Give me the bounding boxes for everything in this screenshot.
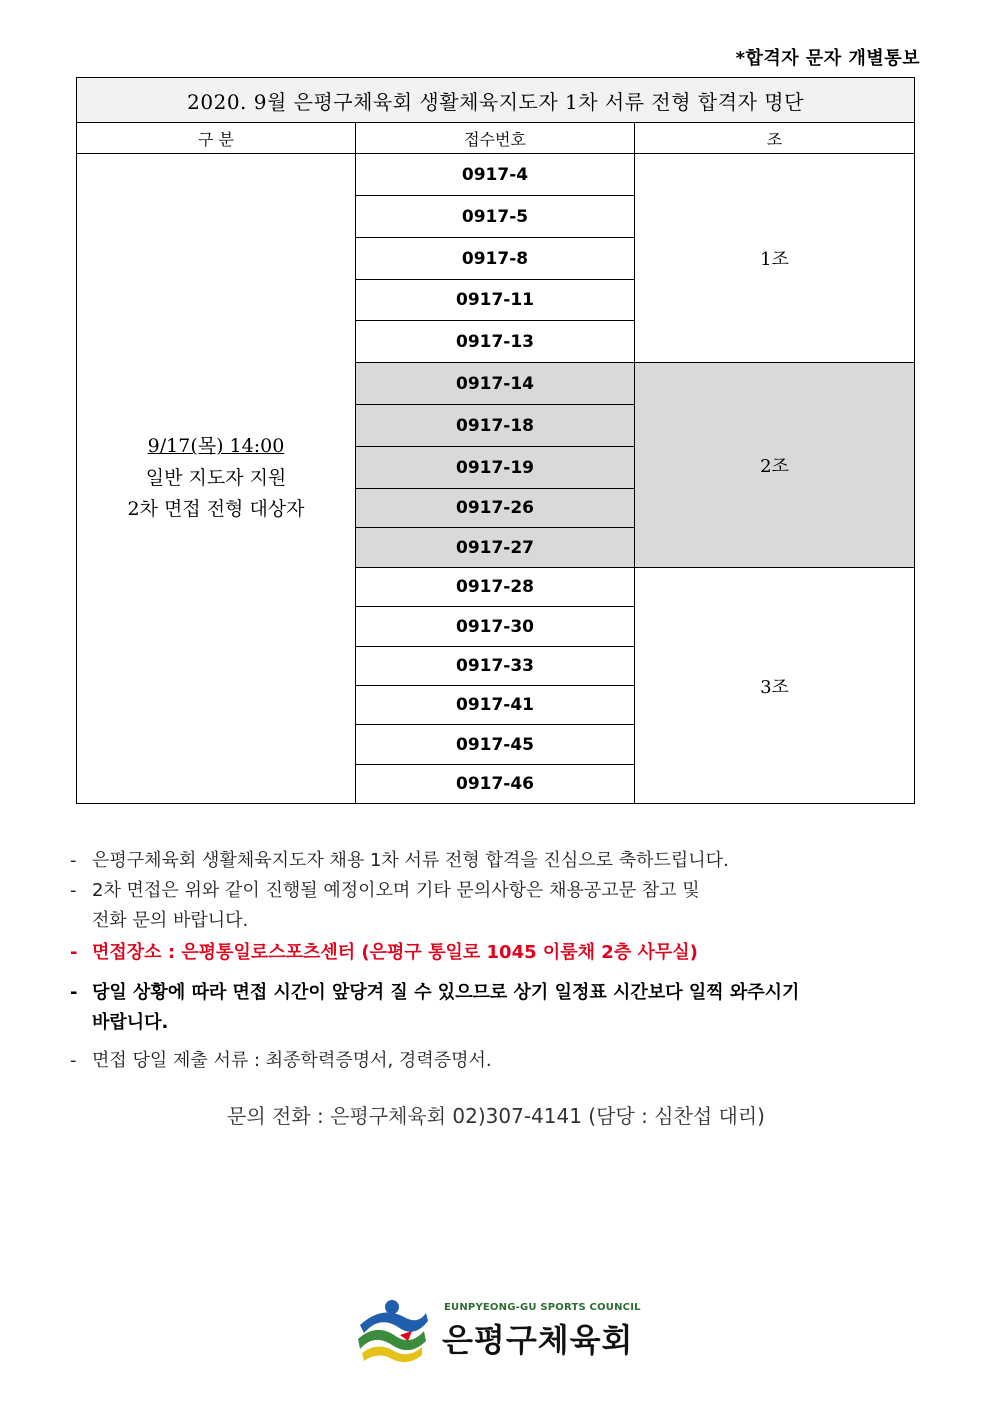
table-title: 2020. 9월 은평구체육회 생활체육지도자 1차 서류 전형 합격자 명단 xyxy=(77,78,915,123)
note-text-continued: 전화 문의 바랍니다. xyxy=(92,910,249,931)
reg-number: 0917-33 xyxy=(356,647,635,686)
reg-number: 0917-19 xyxy=(356,447,635,489)
category-cell xyxy=(77,154,356,804)
reg-number: 0917-41 xyxy=(356,686,635,725)
header-group: 조 xyxy=(635,123,915,154)
note-dash: - xyxy=(70,880,77,901)
reg-number: 0917-5 xyxy=(356,196,635,238)
category-line-2: 2차 면접 전형 대상자 xyxy=(127,498,305,521)
reg-number: 0917-26 xyxy=(356,489,635,528)
note-item xyxy=(70,876,920,936)
reg-number: 0917-46 xyxy=(356,765,635,804)
reg-number: 0917-27 xyxy=(356,528,635,568)
note-text: 면접장소 : 은평통일로스포츠센터 (은평구 통일로 1045 이룸채 2층 사무실) xyxy=(92,942,698,963)
reg-number: 0917-8 xyxy=(356,238,635,280)
note-item xyxy=(70,1046,920,1076)
reg-number: 0917-30 xyxy=(356,607,635,647)
group-2-label: 2조 xyxy=(635,363,915,568)
reg-number: 0917-13 xyxy=(356,321,635,363)
logo-subtitle: EUNPYEONG-GU SPORTS COUNCIL xyxy=(444,1302,641,1313)
note-item-warning xyxy=(70,978,920,1038)
reg-number: 0917-4 xyxy=(356,154,635,196)
council-emblem-icon xyxy=(352,1295,432,1365)
notice-top: *합격자 문자 개별통보 xyxy=(735,48,920,69)
note-text-continued: 바랍니다. xyxy=(92,1012,169,1033)
reg-number: 0917-18 xyxy=(356,405,635,447)
interview-datetime: 9/17(목) 14:00 xyxy=(147,435,285,458)
group-1-label: 1조 xyxy=(635,154,915,363)
logo-name: 은평구체육회 xyxy=(442,1321,634,1359)
result-table xyxy=(76,77,915,804)
group-3-label: 3조 xyxy=(635,568,915,804)
council-logo xyxy=(352,1295,641,1365)
note-text: 은평구체육회 생활체육지도자 채용 1차 서류 전형 합격을 진심으로 축하드립니다. xyxy=(92,850,729,871)
note-item-location xyxy=(70,938,920,968)
note-text: 당일 상황에 따라 면접 시간이 앞당겨 질 수 있으므로 상기 일정표 시간보다 일찍 와주시기 xyxy=(92,982,800,1003)
contact-line: 문의 전화 : 은평구체육회 02)307-4141 (담당 : 심찬섭 대리) xyxy=(227,1104,765,1128)
note-dash: - xyxy=(70,1050,77,1071)
note-dash: - xyxy=(70,942,78,963)
category-line-1: 일반 지도자 지원 xyxy=(145,466,287,489)
header-category: 구 분 xyxy=(77,123,356,154)
note-text: 면접 당일 제출 서류 : 최종학력증명서, 경력증명서. xyxy=(92,1050,492,1071)
note-text: 2차 면접은 위와 같이 진행될 예정이오며 기타 문의사항은 채용공고문 참고 및 xyxy=(92,880,700,901)
notes-list xyxy=(70,846,920,1076)
reg-number: 0917-11 xyxy=(356,280,635,321)
header-number: 접수번호 xyxy=(356,123,635,154)
reg-number: 0917-45 xyxy=(356,725,635,765)
reg-number: 0917-14 xyxy=(356,363,635,405)
note-dash: - xyxy=(70,850,77,871)
reg-number: 0917-28 xyxy=(356,568,635,607)
note-item xyxy=(70,846,920,876)
note-dash: - xyxy=(70,982,78,1003)
